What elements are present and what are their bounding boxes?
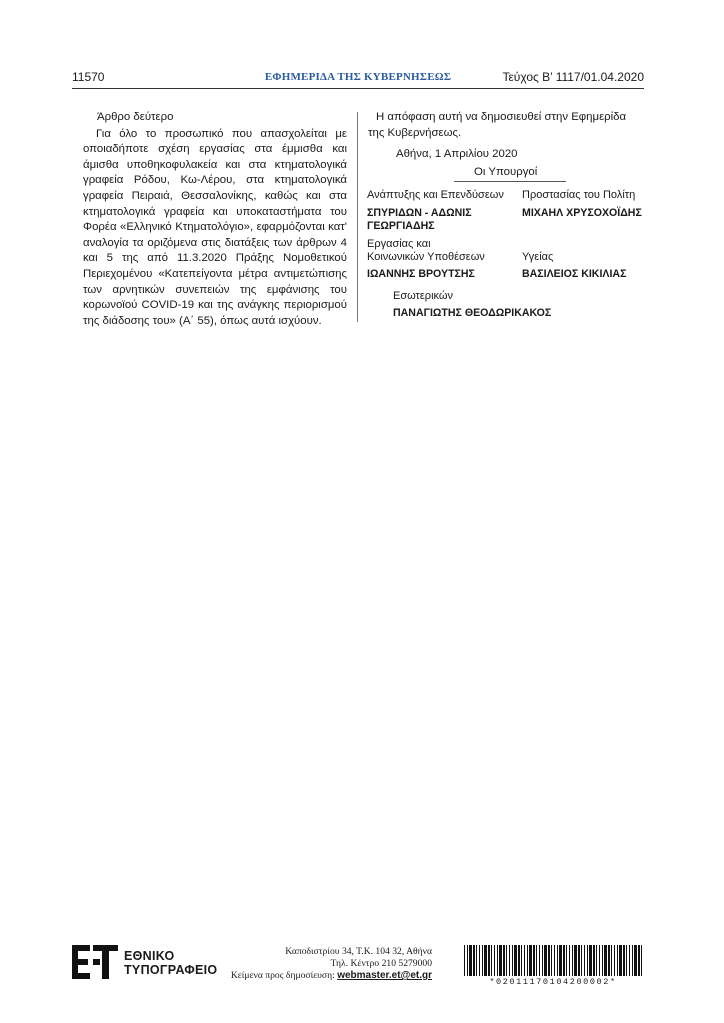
barcode-icon	[462, 945, 644, 978]
place-date: Αθήνα, 1 Απριλίου 2020	[396, 148, 518, 160]
minister-title-health: Υγείας	[522, 251, 554, 263]
decision-text: Η απόφαση αυτή να δημοσιευθεί στην Εφημερίδα της Κυβερνήσεως.	[368, 111, 627, 139]
right-column	[368, 110, 644, 178]
minister-name-citizen-protection: ΜΙΧΑΗΛ ΧΡΥΣΟΧΟΪΔΗΣ	[522, 207, 642, 219]
gazette-title: ΕΦΗΜΕΡΙΔΑ ΤΗΣ ΚΥΒΕΡΝΗΣΕΩΣ	[264, 71, 452, 83]
page-header	[72, 70, 644, 88]
article-body: Για όλο το προσωπικό που απασχολείται με οποιαδήποτε σχέση εργασίας στα έμμισθα και άμισθα υποθηκοφυλακεία και στα κτηματολογικά γραφεία Ρόδου, Κω-Λέρου, στα κτηματολογικά γραφεία Πειραιά, Θεσσαλονίκης, καθώς και στα κτηματολογικά γραφεία και υποκαταστήματα του Φορέα «Ελληνικό Κτηματολόγιο», εφαρμόζονται κατ' αναλογία τα οριζόμενα στις διατάξεις των άρθρων 4 και 5 της από 11.3.2020 Πράξης Νομοθετικού Περιεχομένου «Κατεπείγοντα μέτρα αντιμετώπισης των αρνητικών συνεπειών της εμφάνισης του κορωνοϊού COVID-19 και της ανάγκης περιορισμού της διάδοσης του» (Α΄ 55), όπως αυτά ισχύουν.	[83, 127, 347, 327]
minister-name-labour: ΙΩΑΝΝΗΣ ΒΡΟΥΤΣΗΣ	[367, 268, 475, 280]
minister-title-labour-1: Εργασίας και	[367, 238, 431, 250]
page-number: 11570	[72, 70, 105, 84]
logo-text-line2: ΤΥΠΟΓΡΑΦΕΙΟ	[124, 963, 218, 977]
issue-number: Τεύχος B’ 1117/01.04.2020	[502, 70, 644, 84]
submissions-email-link[interactable]: webmaster.et@et.gr	[337, 970, 432, 981]
ministers-divider	[454, 181, 566, 182]
minister-name-health: ΒΑΣΙΛΕΙΟΣ ΚΙΚΙΛΙΑΣ	[522, 268, 627, 280]
national-printing-office-logo	[72, 945, 218, 979]
minister-name-development-1: ΣΠΥΡΙΔΩΝ - ΑΔΩΝΙΣ	[367, 207, 472, 219]
minister-title-interior: Εσωτερικών	[393, 290, 453, 302]
barcode-number: *02011170104200002*	[489, 977, 617, 987]
submissions-label: Κείμενα προς δημοσίευση:	[230, 970, 335, 981]
minister-title-labour-2: Κοινωνικών Υποθέσεων	[367, 251, 485, 263]
minister-name-development-2: ΓΕΩΡΓΙΑΔΗΣ	[367, 220, 435, 232]
phone-line: Τηλ. Κέντρο 210 5279000	[330, 958, 432, 969]
address-line: Καποδιστρίου 34, Τ.Κ. 104 32, Αθήνα	[285, 946, 432, 957]
article-title: Άρθρο δεύτερο	[97, 111, 174, 123]
et-logo-icon	[72, 945, 118, 979]
left-column	[83, 110, 347, 329]
minister-title-citizen-protection: Προστασίας του Πολίτη	[522, 189, 636, 201]
minister-name-interior: ΠΑΝΑΓΙΩΤΗΣ ΘΕΟΔΩΡΙΚΑΚΟΣ	[393, 307, 552, 319]
header-divider	[72, 88, 644, 89]
submissions-line	[200, 970, 432, 983]
minister-title-development: Ανάπτυξης και Επενδύσεων	[367, 189, 504, 201]
ministers-label: Οι Υπουργοί	[474, 166, 538, 178]
logo-text-line1: ΕΘΝΙΚΟ	[124, 949, 175, 963]
column-divider	[357, 112, 358, 322]
